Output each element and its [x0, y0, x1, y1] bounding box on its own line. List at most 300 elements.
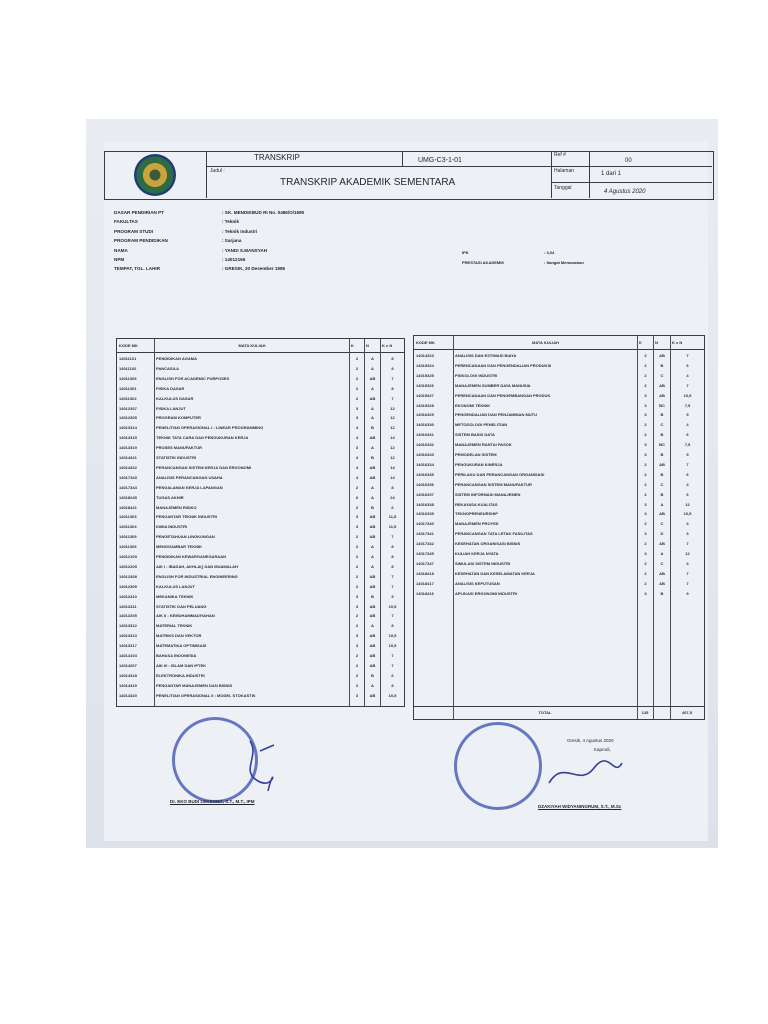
table-cell: PENGENDALIAN DAN PENJAMINAN MUTU [455, 412, 538, 418]
table-cell: 3 [686, 531, 689, 537]
hal-value: 1 dari 1 [601, 171, 622, 177]
table-cell: PANCASILA [156, 365, 180, 371]
header-divider [551, 182, 712, 183]
table-cell: 7 [686, 570, 689, 576]
table-cell: 8 [391, 385, 394, 391]
table-cell: AIK III : ISLAM DAN IPTEK [156, 662, 206, 668]
table-cell: 3 [644, 412, 647, 418]
table-cell: PENGUKURAN KINERJA [455, 461, 503, 467]
table-cell: 14014318 [119, 672, 137, 678]
table-cell: 8 [391, 682, 394, 688]
table-cell: BC [659, 442, 665, 448]
table-cell: 8 [391, 563, 394, 569]
table-row [117, 384, 404, 394]
table-cell: 2 [355, 356, 359, 361]
table-cell: 12 [390, 425, 395, 431]
info-label: TEMPAT, TGL. LAHIR [114, 266, 161, 272]
table-cell: 14015324 [416, 362, 434, 368]
table-cell: 14 [390, 474, 395, 480]
table-cell: 14014323 [416, 353, 434, 358]
table-row [414, 529, 704, 539]
table-cell: 8 [391, 554, 394, 559]
table-cell: 4 [686, 372, 689, 378]
info-value: : GRESIK, 20 Desember 1985 [222, 266, 286, 272]
table-cell: 7 [686, 541, 689, 547]
table-cell: PERENCANAAN DAN PENGEMBANGAN PRODUK [455, 392, 551, 398]
table-cell: 3 [355, 524, 359, 530]
table-cell: A [371, 494, 374, 500]
table-cell: 4 [355, 464, 359, 470]
table-cell: 9 [686, 452, 689, 457]
column-header-k: K [351, 343, 354, 348]
table-cell: AB [369, 395, 376, 401]
table-row [117, 423, 404, 433]
table-cell: ELEKTRONIKA INDUSTRI [156, 672, 205, 678]
table-cell: PENDIDIKAN AGAMA [156, 356, 197, 361]
table-cell: 2 [355, 563, 359, 569]
table-row [414, 589, 704, 599]
table-cell: PROGRAM KOMPUTER [156, 415, 201, 421]
table-cell: KESEHATAN ORGANISASI BISNIS [455, 541, 521, 547]
table-cell: 14017344 [119, 484, 137, 490]
table-row [117, 592, 404, 602]
table-cell: AB [369, 643, 376, 649]
table-cell: 7 [391, 662, 394, 668]
table-cell: 14015326 [416, 382, 434, 388]
table-cell: AB [659, 511, 665, 517]
table-cell: D [660, 531, 664, 537]
table-cell: 2 [644, 353, 647, 358]
table-cell: B [660, 471, 664, 477]
ipk-label: IPK [462, 250, 469, 255]
table-row [414, 410, 704, 420]
table-row [117, 404, 404, 414]
table-cell: B [660, 362, 664, 368]
table-cell: 10,5 [683, 511, 692, 517]
table-cell: AB [369, 375, 376, 381]
table-cell: 14011102 [119, 365, 137, 371]
table-cell: 14013205 [119, 613, 137, 619]
table-cell: ANALISIS KEPUTUSAN [455, 580, 500, 586]
info-value: : SK. MENDIKBUD RI No. 0486/O/1980 [222, 210, 305, 215]
info-value: : 14012166 [222, 257, 246, 262]
table-cell: AB [369, 435, 376, 441]
table-cell: 14013312 [119, 623, 137, 629]
table-cell: A [371, 356, 374, 361]
table-cell: 14018418 [416, 570, 434, 576]
table-cell: A [371, 405, 374, 411]
table-cell: 14012308 [119, 573, 137, 579]
table-cell: A [371, 484, 374, 490]
column-divider [154, 339, 155, 706]
table-row [117, 611, 404, 621]
table-cell: A [371, 623, 374, 629]
table-row [117, 493, 404, 503]
column-header-kxn: K x N [382, 343, 393, 348]
header-divider [206, 151, 207, 198]
table-cell: 14016337 [416, 491, 434, 497]
table-cell: 6 [391, 672, 394, 678]
table-cell: 11,5 [388, 524, 397, 530]
table-cell: PERANCANGAN SISTEM MANUFAKTUR [455, 481, 532, 487]
table-cell: 14016334 [416, 461, 434, 467]
signer-right-name: DZAKIYAH WIDYANINGRUM, S.T., M.Sc [538, 804, 622, 809]
table-cell: AB [369, 514, 376, 520]
table-cell: 9 [686, 412, 689, 418]
table-cell: A [371, 365, 374, 371]
table-cell: 3 [355, 593, 359, 599]
table-row [117, 503, 404, 513]
course-table-left [116, 338, 405, 707]
course-table-right [413, 335, 705, 720]
table-cell: 3 [644, 402, 647, 408]
info-label: PROGRAM PENDIDIKAN [114, 238, 168, 244]
table-row [414, 401, 704, 411]
table-cell: 14014104 [119, 653, 137, 658]
table-row [414, 490, 704, 500]
table-row [117, 681, 404, 691]
table-row [117, 433, 404, 443]
transcript-paper [104, 141, 708, 841]
university-stamp-right-icon [454, 722, 542, 810]
table-cell: FISIKA DASAR [156, 385, 185, 391]
table-cell: 4 [686, 560, 689, 566]
table-cell: 12 [390, 445, 395, 451]
table-cell: APLIKASI ERGONOMI INDUSTRI [455, 590, 518, 596]
table-cell: 2 [355, 504, 359, 510]
table-cell: 12 [685, 501, 690, 507]
hal-label: Halaman [554, 168, 575, 174]
table-row [117, 443, 404, 453]
table-cell: 14016333 [416, 452, 434, 457]
table-cell: MENGGAMBAR TEKNIK [156, 544, 202, 550]
table-cell: 2 [644, 471, 647, 477]
table-cell: 7 [391, 375, 394, 381]
table-cell: 3 [644, 452, 647, 457]
table-cell: 2 [644, 560, 647, 566]
document-title: TRANSKRIP AKADEMIK SEMENTARA [280, 177, 456, 188]
table-cell: AB [369, 692, 376, 698]
table-cell: 3 [355, 405, 359, 411]
table-cell: AB [659, 541, 665, 547]
table-cell: AB [369, 653, 376, 658]
table-cell: 14012305 [119, 415, 137, 421]
table-row [414, 500, 704, 510]
table-cell: BC [659, 402, 665, 408]
table-cell: C [660, 422, 664, 428]
table-cell: PENGALAMAN KERJA LAPANGAN [156, 484, 223, 490]
table-cell: 2 [644, 362, 647, 368]
column-header-kxn: K x N [672, 340, 683, 345]
table-cell: 3 [355, 415, 359, 421]
judul-label: Judul : [210, 168, 225, 174]
table-cell: PERENCANAAN DAN PENGENDALIAN PRODUKSI [455, 362, 552, 368]
table-cell: A [660, 551, 664, 556]
column-header-k: K [639, 340, 642, 345]
table-cell: 3 [355, 692, 359, 698]
table-row [117, 512, 404, 522]
table-cell: 14016330 [416, 422, 434, 428]
table-cell: 4 [355, 435, 359, 441]
table-cell: AB [369, 633, 376, 639]
table-row [117, 473, 404, 483]
table-row [117, 671, 404, 681]
table-cell: A [371, 544, 374, 550]
total-cell: 135 [641, 710, 649, 715]
table-cell: KULIAH KERJA NYATA [455, 551, 499, 556]
total-cell: TOTAL [538, 710, 552, 715]
table-row [414, 351, 704, 361]
rev-value: 00 [625, 158, 632, 164]
header-divider [589, 151, 590, 198]
column-header-n: N [366, 343, 369, 348]
table-cell: 2 [644, 481, 647, 487]
table-row [117, 641, 404, 651]
table-cell: 4 [355, 474, 359, 480]
table-cell: PENELITIAN OPERASIONAL I : LINEAR PROGRAMMING [156, 425, 264, 431]
table-cell: 14017343 [119, 474, 137, 480]
table-cell: 8 [391, 365, 394, 371]
table-row [414, 440, 704, 450]
header-divider [402, 151, 403, 166]
table-cell: AB [369, 613, 376, 619]
table-cell: B [371, 593, 374, 599]
table-cell: 6 [686, 362, 689, 368]
column-divider [637, 336, 638, 719]
table-cell: 14011303 [119, 514, 137, 520]
table-cell: 10,5 [683, 392, 692, 398]
table-cell: 14017340 [416, 521, 434, 527]
table-cell: AB [369, 573, 376, 579]
table-cell: 24 [390, 494, 395, 500]
table-cell: ANALISIS PERANCANGAN USAHA [156, 474, 223, 480]
table-cell: 3 [644, 501, 647, 507]
table-cell: 14016329 [416, 412, 434, 418]
table-cell: 6 [391, 504, 394, 510]
table-cell: AB [369, 524, 376, 530]
table-cell: 14016331 [416, 432, 434, 438]
table-cell: PERILAKU DAN PERANCANGAN ORGANISASI [455, 471, 545, 477]
table-row [117, 413, 404, 423]
table-cell: 2 [355, 375, 359, 381]
ipk-value: : 3,04 [544, 250, 555, 255]
table-cell: ENGLISH FOR INDUSTRIAL ENGINEERING [156, 573, 238, 579]
table-row [414, 480, 704, 490]
table-cell: 3 [644, 392, 647, 398]
table-cell: SISTEM INFORMASI MANAJEMEN [455, 491, 521, 497]
table-cell: 7 [686, 580, 689, 586]
table-cell: AB [659, 382, 665, 388]
table-cell: PERANCANGAN SISTEM KERJA DAN ERGONOMI [156, 464, 252, 470]
table-cell: 14013317 [119, 643, 137, 649]
table-cell: 14016332 [416, 442, 434, 448]
table-cell: 8 [391, 356, 394, 361]
table-cell: 7,5 [684, 402, 691, 408]
table-cell: 7 [391, 613, 394, 619]
table-row [117, 661, 404, 671]
table-row [414, 381, 704, 391]
table-cell: 2 [355, 682, 359, 688]
table-cell: 3 [644, 531, 647, 537]
table-cell: 14016338 [416, 501, 434, 507]
table-cell: 2 [644, 521, 647, 527]
table-cell: 2 [644, 461, 647, 467]
table-cell: 7 [391, 653, 394, 658]
table-cell: 10,5 [388, 643, 397, 649]
table-cell: 2 [355, 573, 359, 579]
table-cell: B [660, 590, 664, 596]
table-row [414, 539, 704, 549]
table-cell: B [371, 455, 374, 460]
table-cell: 2 [355, 385, 359, 391]
table-cell: B [660, 432, 664, 438]
table-cell: 14016335 [416, 471, 434, 477]
table-cell: PENGANTAR TEKNIK INDUSTRI [156, 514, 218, 520]
table-cell: 14011301 [119, 385, 137, 391]
table-cell: AB [659, 580, 665, 586]
table-cell: C [660, 372, 664, 378]
table-cell: 7 [391, 583, 394, 589]
table-cell: ENGLISH FOR ACADEMIC PURPOSES [156, 375, 230, 381]
table-row [414, 430, 704, 440]
column-header-mata: MATA KULIAH [238, 343, 266, 348]
table-cell: 7 [391, 573, 394, 579]
table-cell: 8 [391, 484, 394, 490]
table-header-divider [117, 352, 404, 353]
table-cell: 2 [644, 541, 647, 547]
table-cell: 14017347 [416, 560, 434, 566]
table-row [117, 572, 404, 582]
column-divider [670, 336, 671, 719]
table-cell: AB [369, 583, 376, 589]
table-cell: A [660, 501, 664, 507]
table-cell: 3 [644, 551, 647, 556]
table-cell: 14015325 [416, 372, 434, 378]
table-cell: AIK II : KEMUHAMMADIYAHAN [156, 613, 215, 619]
info-label: FAKULTAS [114, 219, 138, 225]
table-row [414, 549, 704, 559]
signature-date: Gresik, 4 Agustus 2020 [567, 738, 614, 743]
table-cell: TEKNOPRENEURSHIP [455, 511, 498, 517]
table-cell: 14011306 [119, 544, 137, 550]
table-cell: 3 [355, 633, 359, 639]
table-cell: 2 [355, 395, 359, 401]
table-cell: 2 [355, 623, 359, 629]
table-cell: A [371, 563, 374, 569]
info-value: : YANDI S.MANSYAH [222, 247, 268, 253]
column-header-mata: MATA KULIAH [531, 340, 560, 345]
table-cell: 12 [685, 551, 690, 556]
table-cell: 4 [355, 425, 359, 431]
header-title-small: TRANSKRIP [254, 153, 300, 162]
table-cell: KALKULUS LANJUT [156, 583, 195, 589]
table-cell: 14015328 [416, 402, 434, 408]
table-row [414, 391, 704, 401]
table-cell: AB [369, 464, 376, 470]
table-cell: ANALISIS DAN ESTIMASI BIAYA [455, 353, 517, 358]
total-cell: 407,5 [681, 710, 692, 715]
table-row [414, 579, 704, 589]
table-cell: 14014321 [119, 455, 137, 460]
table-cell: AB [659, 353, 665, 358]
table-row [414, 450, 704, 460]
table-cell: PENGANTAR MANAJEMEN DAN BISNIS [156, 682, 233, 688]
table-row [117, 483, 404, 493]
table-cell: B [660, 412, 664, 418]
table-cell: MANAJEMEN PROYEK [455, 521, 499, 527]
table-cell: KIMIA INDUSTRI [156, 524, 188, 530]
table-row [117, 562, 404, 572]
table-cell: 14017345 [416, 551, 434, 556]
table-cell: 14014207 [119, 662, 137, 668]
signer-left-name: Dr. EKO BUDI LEKSONO, S.T., M.T., IPM [170, 799, 255, 804]
table-cell: 9 [391, 593, 394, 599]
table-cell: TUGAS AKHIR [156, 494, 184, 500]
table-cell: A [371, 385, 374, 391]
table-cell: 2 [355, 365, 359, 371]
table-row [117, 631, 404, 641]
table-row [117, 463, 404, 473]
column-header-kode: KODE MK [416, 340, 435, 345]
table-row [414, 559, 704, 569]
table-cell: 14015327 [416, 392, 434, 398]
table-row [117, 522, 404, 532]
table-cell: AIK I : IBADAH, AKHLAQ DAN MUAMALAH [156, 563, 238, 569]
table-cell: AB [369, 474, 376, 480]
table-cell: 6 [686, 491, 689, 497]
table-cell: MATERIAL TEKNIK [156, 623, 193, 629]
table-row [414, 361, 704, 371]
column-header-kode: KODE MK [119, 343, 138, 348]
table-cell: PROSES MANUFAKTUR [156, 445, 203, 451]
table-row [414, 371, 704, 381]
table-cell: AB [369, 662, 376, 668]
table-cell: C [660, 481, 664, 487]
table-cell: 2 [644, 372, 647, 378]
table-cell: STATISTIK INDUSTRI [156, 455, 197, 460]
table-cell: 14018416 [416, 590, 434, 596]
table-cell: C [660, 521, 664, 527]
table-cell: B [371, 425, 374, 431]
table-cell: 2 [644, 580, 647, 586]
table-header [117, 339, 404, 352]
table-cell: 14013311 [119, 603, 137, 609]
table-cell: 14014322 [119, 464, 137, 470]
table-row [117, 582, 404, 592]
column-divider [453, 336, 454, 719]
column-divider [380, 339, 381, 706]
table-cell: MATEMATIKA OPTIMISASI [156, 643, 207, 649]
table-cell: 10,5 [388, 603, 397, 609]
info-value: : Teknik [222, 219, 240, 225]
table-cell: 4 [686, 521, 689, 527]
table-row [414, 420, 704, 430]
table-row [414, 569, 704, 579]
table-cell: 2 [644, 432, 647, 438]
table-row [117, 374, 404, 384]
table-cell: 9 [686, 590, 689, 596]
info-label: NAMA [114, 247, 128, 253]
table-cell: PENDIDIKAN KEWARGANEGARAAN [156, 554, 227, 559]
table-cell: 14012205 [119, 563, 137, 569]
table-cell: REKAYASA KUALITAS [455, 501, 498, 507]
table-cell: PENGETAHUAN LINGKUNGAN [156, 534, 215, 540]
table-cell: 2 [644, 382, 647, 388]
table-cell: 14014319 [119, 682, 137, 688]
table-cell: 2 [644, 570, 647, 576]
table-cell: 2 [355, 583, 359, 589]
table-cell: B [371, 504, 374, 510]
